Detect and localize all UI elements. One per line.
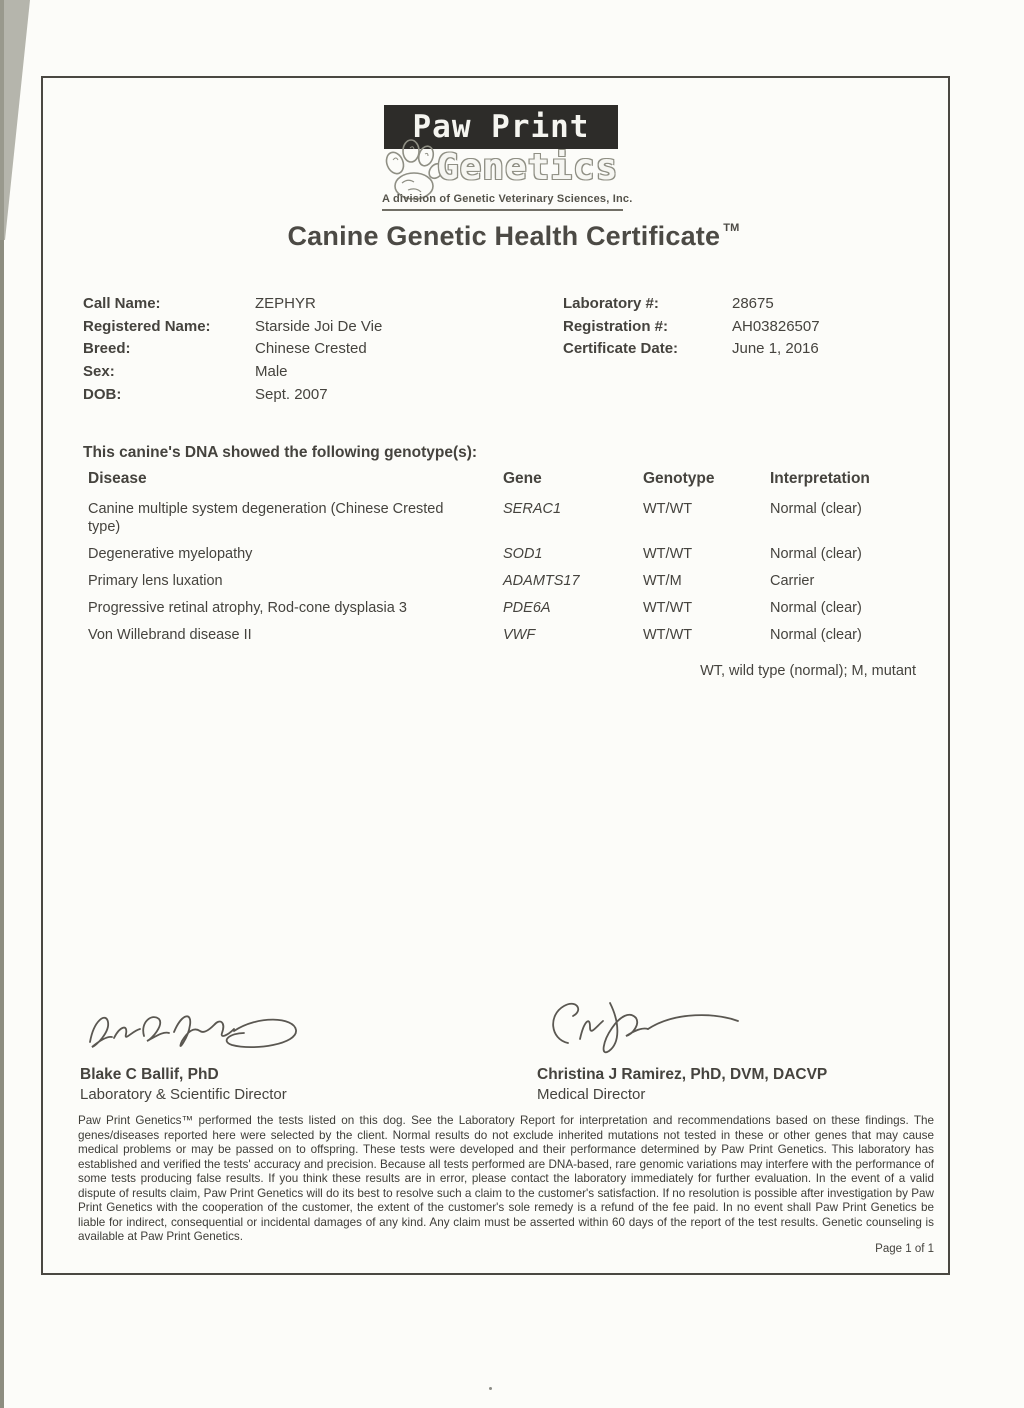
- disclaimer-text: Paw Print Genetics™ performed the tests listed on this dog. See the Laboratory Report for interpretation and recommendations based on these findings. The genes/diseases reported here were selected by the client. Normal results do not exclude inherited mutations not tested in these or other genes that may cause medical problems or may be passed on to offspring. These tests were developed and their performance determined by Paw Print Genetics. This laboratory has established and verified the tests' accuracy and precision. Because all tests performed are DNA-based, rare genomic variations may interfere with the performance of some tests producing false results. If you think these results are in error, please contact the laboratory immediately for further evaluation. In the event of a valid dispute of results claim, Paw Print Genetics will do its best to resolve such a claim to the customer's satisfaction. If no resolution is possible after investigation by Paw Print Genetics with the cooperation of the customer, the extent of the customer's sole remedy is a refund of the fee paid. In no event shall Paw Print Genetics be liable for indirect, consequential or incidental damages of any kind. Any claim must be asserted within 60 days of the report of the test results. Genetic counseling is available at Paw Print Genetics.: [78, 1114, 934, 1244]
- info-row-laboratory-number: [563, 295, 820, 318]
- field-label: Call Name:: [83, 295, 161, 312]
- field-value: Male: [255, 363, 288, 381]
- cell-disease: Von Willebrand disease II: [88, 627, 252, 643]
- logo-genetics-text: Genetics: [437, 147, 619, 188]
- table-row: [88, 545, 934, 563]
- field-label: Sex:: [83, 363, 115, 381]
- info-row-breed: [83, 340, 382, 363]
- table-row: [88, 500, 934, 536]
- field-label: Registered Name:: [83, 317, 211, 335]
- field-value: June 1, 2016: [732, 340, 819, 358]
- cell-gene: VWF: [503, 627, 536, 643]
- logo-tagline: A division of Genetic Veterinary Sciences, Inc.: [382, 193, 623, 211]
- signer-block: [537, 1066, 827, 1103]
- cell-gene: PDE6A: [503, 600, 551, 616]
- signer-title: Medical Director: [537, 1086, 646, 1103]
- cell-disease: Progressive retinal atrophy, Rod-cone dysplasia 3: [88, 600, 407, 616]
- cell-genotype: WT/WT: [643, 501, 693, 517]
- signature-blake-ballif: [82, 1000, 317, 1063]
- cell-interpretation: Normal (clear): [770, 627, 862, 643]
- field-label: Breed:: [83, 340, 131, 358]
- field-value: Starside Joi De Vie: [255, 317, 383, 335]
- genotype-table: [88, 470, 934, 653]
- info-row-dob: [83, 386, 382, 409]
- column-header-gene: Gene: [503, 470, 542, 487]
- info-row-sex: [83, 363, 382, 386]
- table-row: [88, 599, 934, 617]
- info-row-call-name: [83, 295, 382, 318]
- field-value: ZEPHYR: [255, 295, 316, 312]
- field-label: Certificate Date:: [563, 340, 679, 358]
- scanner-edge-wedge: [0, 0, 30, 240]
- lab-info-block: [563, 295, 820, 363]
- table-row: [88, 572, 934, 590]
- logo-pawprint-banner: Paw Print: [384, 105, 618, 149]
- table-header-row: [88, 470, 934, 488]
- field-label: Registration #:: [563, 317, 669, 335]
- field-label: Laboratory #:: [563, 295, 659, 312]
- cell-interpretation: Normal (clear): [770, 600, 862, 616]
- cell-genotype: WT/WT: [643, 600, 693, 616]
- signer-name: Blake C Ballif, PhD: [80, 1066, 219, 1083]
- signer-block: [80, 1066, 287, 1103]
- field-value: AH03826507: [732, 317, 820, 335]
- page-number: Page 1 of 1: [875, 1243, 934, 1255]
- scan-speck: [489, 1387, 492, 1390]
- field-value: 28675: [732, 295, 774, 312]
- info-row-registered-name: [83, 318, 382, 341]
- signer-name: Christina J Ramirez, PhD, DVM, DACVP: [537, 1066, 828, 1083]
- field-value: Chinese Crested: [255, 340, 367, 358]
- cell-gene: SERAC1: [503, 501, 562, 517]
- cell-interpretation: Normal (clear): [770, 546, 862, 562]
- info-row-certificate-date: [563, 340, 820, 363]
- field-label: DOB:: [83, 385, 122, 403]
- cell-disease: Degenerative myelopathy: [88, 546, 253, 562]
- field-value: Sept. 2007: [255, 385, 328, 403]
- column-header-genotype: Genotype: [643, 470, 715, 487]
- cell-disease: Primary lens luxation: [88, 573, 223, 589]
- table-row: [88, 626, 934, 644]
- genotype-key-footnote: WT, wild type (normal); M, mutant: [700, 663, 916, 679]
- page-title: [0, 221, 1024, 252]
- column-header-interpretation: Interpretation: [770, 470, 870, 487]
- cell-interpretation: Normal (clear): [770, 501, 862, 517]
- cell-interpretation: Carrier: [770, 573, 815, 589]
- trademark-superscript: TM: [723, 222, 740, 234]
- cell-gene: SOD1: [503, 546, 543, 562]
- cell-disease: Canine multiple system degeneration (Chinese Crested type): [88, 501, 444, 535]
- page-title-text: Canine Genetic Health Certificate: [287, 221, 721, 251]
- cell-gene: ADAMTS17: [503, 573, 580, 589]
- genotype-section-heading: This canine's DNA showed the following genotype(s):: [83, 444, 478, 461]
- cell-genotype: WT/WT: [643, 627, 693, 643]
- signature-christina-ramirez: [542, 995, 747, 1066]
- cell-genotype: WT/WT: [643, 546, 693, 562]
- info-row-registration-number: [563, 318, 820, 341]
- dog-info-block: [83, 295, 382, 408]
- signer-title: Laboratory & Scientific Director: [80, 1086, 287, 1103]
- column-header-disease: Disease: [88, 470, 147, 487]
- cell-genotype: WT/M: [643, 573, 682, 589]
